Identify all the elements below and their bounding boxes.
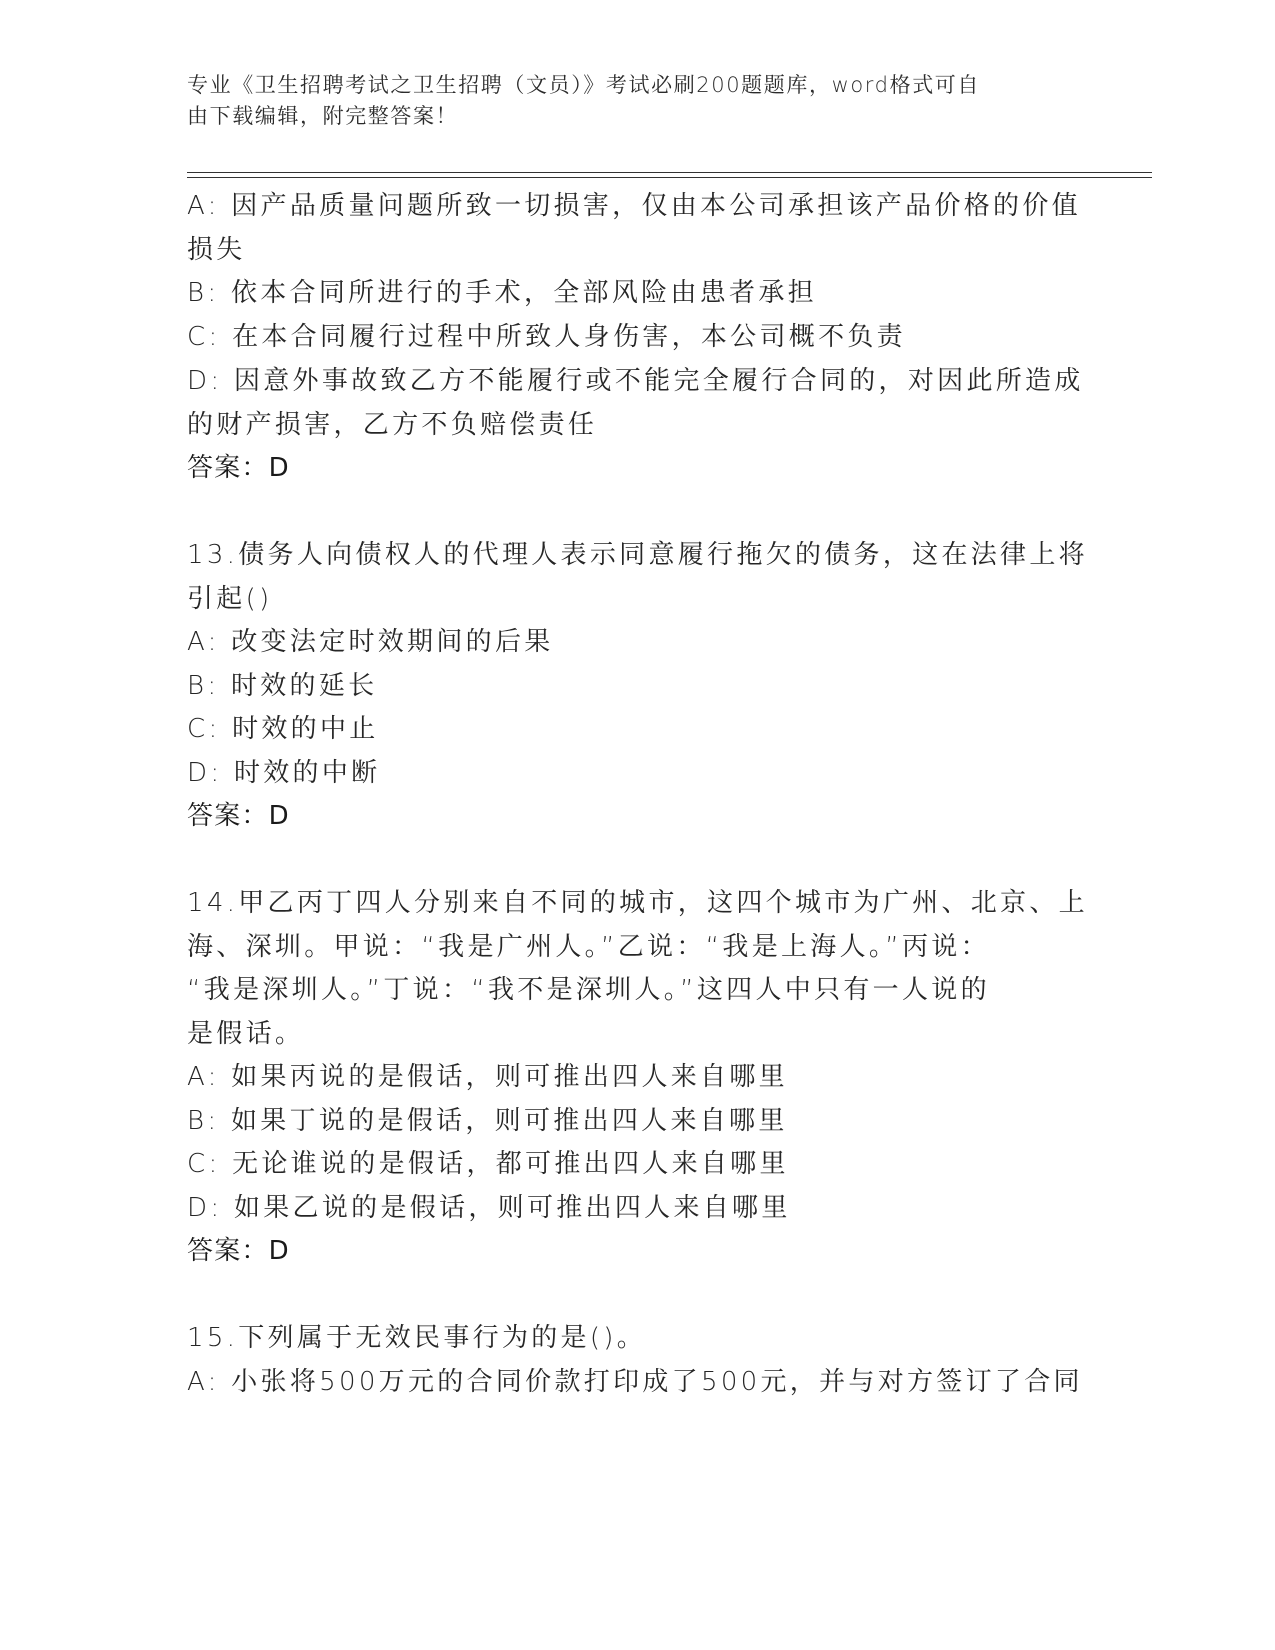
q13-answer: 答案：D [187,801,290,831]
q12-option-a-line-2: 损失 [187,235,246,265]
header-line-1: 专业《卫生招聘考试之卫生招聘（文员）》考试必刷200题题库，word格式可自 [187,73,980,97]
q14-option-b: B: 如果丁说的是假话，则可推出四人来自哪里 [187,1106,788,1136]
q15-stem: 15.下列属于无效民事行为的是()。 [187,1323,647,1353]
q13-stem-line-1: 13.债务人向债权人的代理人表示同意履行拖欠的债务，这在法律上将 [187,540,1088,570]
q15-option-a: A: 小张将500万元的合同价款打印成了500元，并与对方签订了合同 [187,1367,1083,1397]
q14-stem-line-2: 海、深圳。甲说：“我是广州人。”乙说：“我是上海人。”丙说： [187,932,990,962]
header-line-2: 由下载编辑，附完整答案！ [187,104,459,128]
document-header [187,70,1087,132]
q12-option-c: C: 在本合同履行过程中所致人身伤害，本公司概不负责 [187,322,906,352]
q13-stem-line-2: 引起() [187,584,273,614]
q12-option-b: B: 依本合同所进行的手术，全部风险由患者承担 [187,278,817,308]
q13-option-b: B: 时效的延长 [187,671,378,701]
q14-option-d: D: 如果乙说的是假话，则可推出四人来自哪里 [187,1193,791,1223]
q13-option-a: A: 改变法定时效期间的后果 [187,627,554,657]
q14-stem-line-3: “我是深圳人。”丁说：“我不是深圳人。”这四人中只有一人说的 [187,975,990,1005]
header-rule-top [187,172,1152,173]
q13-option-c: C: 时效的中止 [187,714,379,744]
q14-answer: 答案：D [187,1236,290,1266]
q12-answer: 答案：D [187,453,290,483]
q13-option-d: D: 时效的中断 [187,758,381,788]
q14-option-a: A: 如果丙说的是假话，则可推出四人来自哪里 [187,1062,788,1092]
q14-stem-line-4: 是假话。 [187,1019,305,1049]
q12-option-d-line-2: 的财产损害，乙方不负赔偿责任 [187,410,598,440]
header-rule-bottom [187,177,1152,178]
q14-stem-line-1: 14.甲乙丙丁四人分别来自不同的城市，这四个城市为广州、北京、上 [187,888,1088,918]
q12-option-a-line-1: A: 因产品质量问题所致一切损害，仅由本公司承担该产品价格的价值 [187,191,1081,221]
q14-option-c: C: 无论谁说的是假话，都可推出四人来自哪里 [187,1149,789,1179]
q12-option-d-line-1: D: 因意外事故致乙方不能履行或不能完全履行合同的，对因此所造成 [187,366,1084,396]
